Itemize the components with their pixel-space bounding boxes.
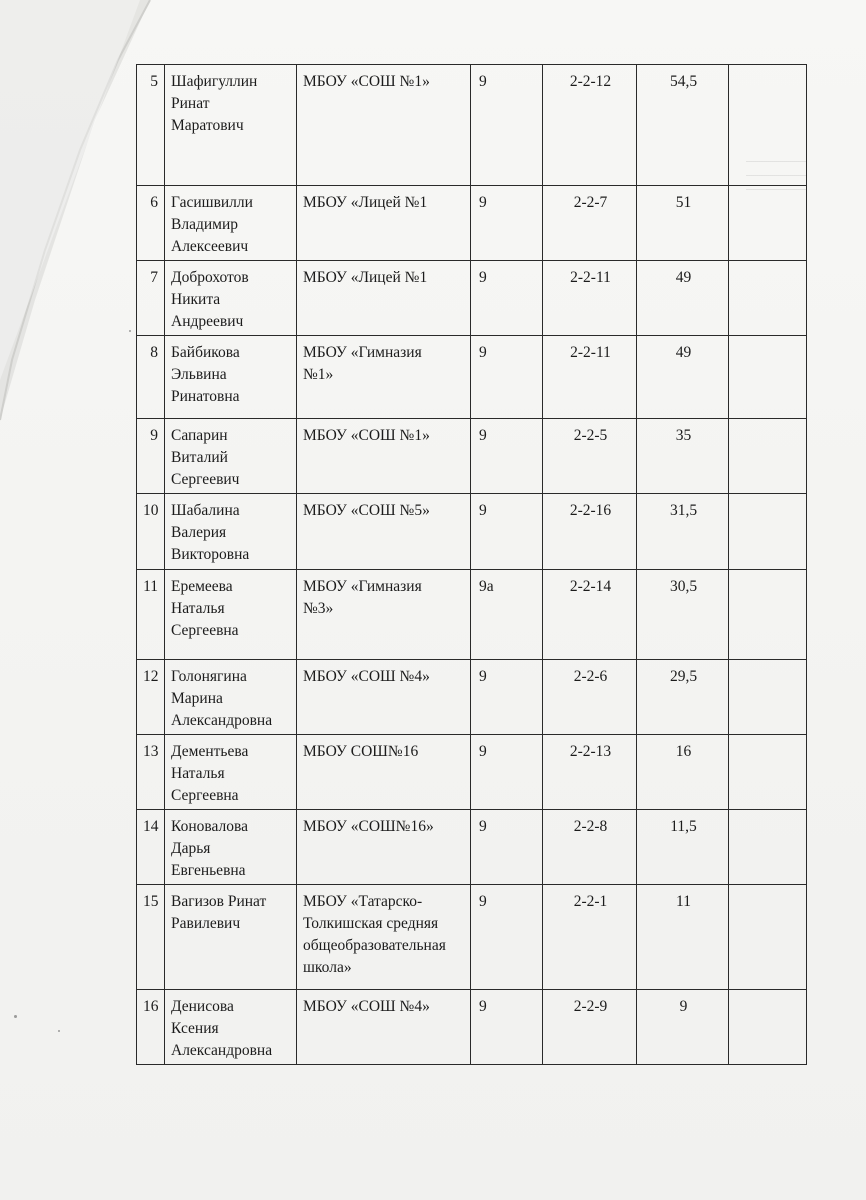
grade: 9: [471, 660, 543, 735]
school-name: МБОУ «СОШ №1»: [297, 419, 471, 494]
score: 9: [637, 990, 729, 1065]
score: 31,5: [637, 494, 729, 570]
score: 11,5: [637, 810, 729, 885]
grade: 9: [471, 810, 543, 885]
scan-speck: [129, 330, 131, 332]
school-name: МБОУ «Татарско- Толкишская средняя общеобразовательная школа»: [297, 885, 471, 990]
row-number: 9: [137, 419, 165, 494]
score: 35: [637, 419, 729, 494]
participant-code: 2-2-11: [543, 336, 637, 419]
row-number: 16: [137, 990, 165, 1065]
score: 29,5: [637, 660, 729, 735]
scan-speck: [14, 1015, 17, 1018]
score: 54,5: [637, 65, 729, 186]
participant-code: 2-2-1: [543, 885, 637, 990]
participant-code: 2-2-9: [543, 990, 637, 1065]
place: [729, 660, 807, 735]
grade: 9: [471, 186, 543, 261]
table-row: [137, 186, 807, 261]
student-name: Вагизов Ринат Равилевич: [165, 885, 297, 990]
school-name: МБОУ СОШ№16: [297, 735, 471, 810]
grade: 9: [471, 65, 543, 186]
school-name: МБОУ «Лицей №1: [297, 186, 471, 261]
place: [729, 735, 807, 810]
score: 16: [637, 735, 729, 810]
row-number: 14: [137, 810, 165, 885]
participant-code: 2-2-8: [543, 810, 637, 885]
grade: 9: [471, 419, 543, 494]
score: 49: [637, 261, 729, 336]
place: [729, 261, 807, 336]
table-row: [137, 660, 807, 735]
student-name: Сапарин Виталий Сергеевич: [165, 419, 297, 494]
student-name: Байбикова Эльвина Ринатовна: [165, 336, 297, 419]
student-name: Голонягина Марина Александровна: [165, 660, 297, 735]
place: [729, 885, 807, 990]
grade: 9: [471, 990, 543, 1065]
table-row: [137, 885, 807, 990]
student-name: Гасишвилли Владимир Алексеевич: [165, 186, 297, 261]
table-row: [137, 735, 807, 810]
grade: 9: [471, 735, 543, 810]
row-number: 7: [137, 261, 165, 336]
participant-code: 2-2-6: [543, 660, 637, 735]
participant-code: 2-2-7: [543, 186, 637, 261]
school-name: МБОУ «Лицей №1: [297, 261, 471, 336]
table-row: [137, 570, 807, 660]
place: [729, 186, 807, 261]
table-row: [137, 336, 807, 419]
score: 11: [637, 885, 729, 990]
place: [729, 65, 807, 186]
participant-code: 2-2-5: [543, 419, 637, 494]
table-row: [137, 990, 807, 1065]
school-name: МБОУ «СОШ №5»: [297, 494, 471, 570]
student-name: Шабалина Валерия Викторовна: [165, 494, 297, 570]
table-row: [137, 810, 807, 885]
score: 30,5: [637, 570, 729, 660]
place: [729, 810, 807, 885]
row-number: 8: [137, 336, 165, 419]
student-name: Денисова Ксения Александровна: [165, 990, 297, 1065]
table-row: [137, 419, 807, 494]
row-number: 15: [137, 885, 165, 990]
student-name: Шафигуллин Ринат Маратович: [165, 65, 297, 186]
student-name: Дементьева Наталья Сергеевна: [165, 735, 297, 810]
score: 51: [637, 186, 729, 261]
school-name: МБОУ «СОШ №1»: [297, 65, 471, 186]
table-row: [137, 65, 807, 186]
student-name: Коновалова Дарья Евгеньевна: [165, 810, 297, 885]
row-number: 13: [137, 735, 165, 810]
school-name: МБОУ «Гимназия №3»: [297, 570, 471, 660]
participant-code: 2-2-16: [543, 494, 637, 570]
school-name: МБОУ «СОШ №4»: [297, 660, 471, 735]
grade: 9: [471, 336, 543, 419]
grade: 9а: [471, 570, 543, 660]
student-name: Еремеева Наталья Сергеевна: [165, 570, 297, 660]
participant-code: 2-2-14: [543, 570, 637, 660]
place: [729, 419, 807, 494]
student-name: Доброхотов Никита Андреевич: [165, 261, 297, 336]
row-number: 6: [137, 186, 165, 261]
score: 49: [637, 336, 729, 419]
school-name: МБОУ «Гимназия №1»: [297, 336, 471, 419]
participant-code: 2-2-12: [543, 65, 637, 186]
table-row: [137, 494, 807, 570]
scan-speck: [58, 1030, 60, 1032]
participant-code: 2-2-11: [543, 261, 637, 336]
place: [729, 494, 807, 570]
row-number: 5: [137, 65, 165, 186]
grade: 9: [471, 261, 543, 336]
place: [729, 990, 807, 1065]
grade: 9: [471, 494, 543, 570]
school-name: МБОУ «СОШ №4»: [297, 990, 471, 1065]
results-table-wrapper: [136, 64, 806, 1065]
row-number: 12: [137, 660, 165, 735]
place: [729, 570, 807, 660]
table-row: [137, 261, 807, 336]
row-number: 10: [137, 494, 165, 570]
results-table: [136, 64, 807, 1065]
participant-code: 2-2-13: [543, 735, 637, 810]
place: [729, 336, 807, 419]
row-number: 11: [137, 570, 165, 660]
grade: 9: [471, 885, 543, 990]
school-name: МБОУ «СОШ№16»: [297, 810, 471, 885]
